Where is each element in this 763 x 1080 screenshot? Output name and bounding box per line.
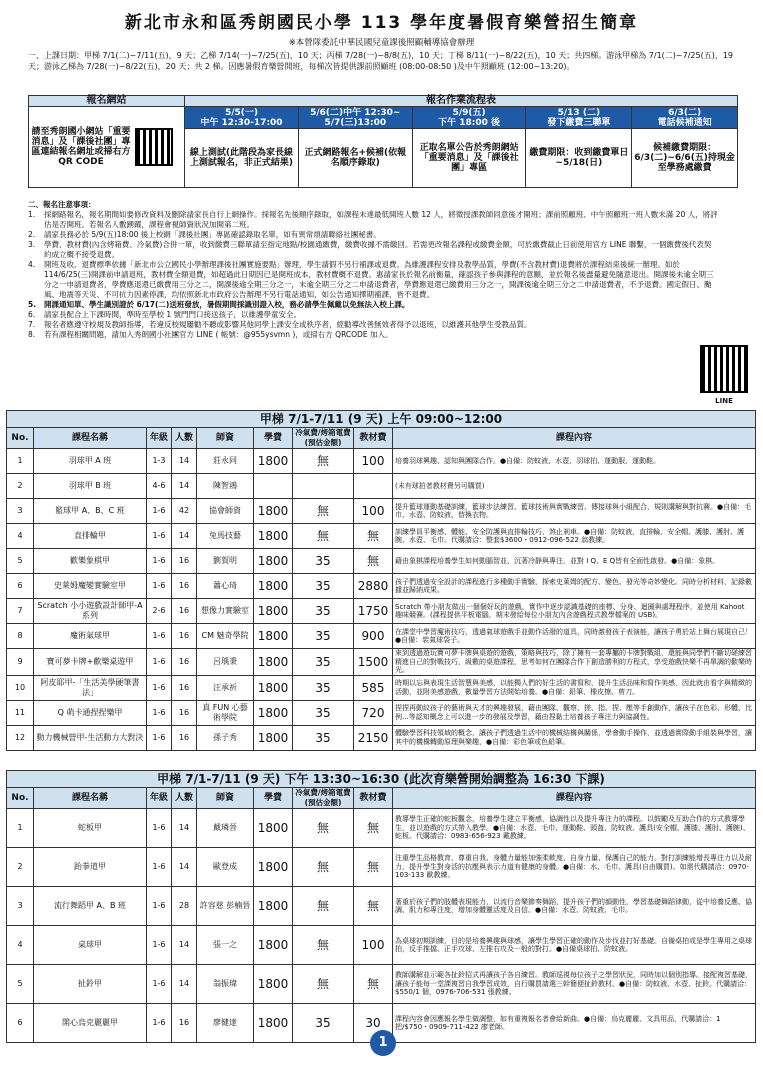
cell-no: 8 [7,624,34,649]
col-material: 教材費 [354,788,393,809]
cell-ac: 35 [293,624,354,649]
col-grade: 年級 [147,788,172,809]
cell-content: 時期以忘與表現生活智慧與美感，以能獨人們的好生活的書寫和，提升生活品味和寫作美感，因此就由看字與精緻的活動，並附美感遊戲，數量學習方法開始培養。●自備：鉛筆、橡皮擦、剪刀。 [393,675,756,700]
cell-no: 1 [7,449,34,474]
col-teacher: 師資 [197,788,254,809]
cell-content: 來到透過遊玩寶可夢卡牌與桌遊的遊戲，策略與技巧，除了擁有一套專屬的卡牌對戰組，還能與同學們不斷切磋練習精進自己的對戰技巧，級數的桌遊課程，思考如何在團隊合作下創造勝利的方程式，享受遊戲快樂不再單調的歡樂時光。 [393,649,756,676]
table-row [7,549,756,574]
cell-grade: 1-6 [147,649,172,676]
cell-name: 開心烏克麗麗甲 [34,1004,147,1043]
cell-grade: 1-6 [147,809,172,848]
cell-name: 跆拳道甲 [34,848,147,887]
cell-no: 9 [7,649,34,676]
cell-teacher: 張一之 [197,926,254,965]
cell-grade: 1-6 [147,887,172,926]
cell-content: 為桌球初期訓練，目的是培養興趣與球感，讓學生學習正確的動作及步伐並打好基礎。自備桌拍或是學生專用之桌球拍，反手推擋、正手攻球、左推右攻及一般的對打。●自備桌球拍、防蚊液。 [393,926,756,965]
table-row [7,725,756,750]
cell-ac: 無 [293,887,354,926]
cell-count: 14 [172,474,197,499]
table-row [7,887,756,926]
step2-date: 5/6(二)中午 12:30~ [310,107,401,118]
cell-ac: 35 [293,675,354,700]
cell-content: 著重於孩子們的肢體表現能力，以流行音樂節奏舞蹈，提升孩子們的韻動性，學習基礎舞蹈律動，從中培養反應、協調、肌力和專注度，增加身體靈活度及自信。●自備：水壺、防蚊液、毛巾。 [393,887,756,926]
note-5: 開課通知單、學生識別證於 6/17(二)送班發放，暑假期間採識別證入校，務必請學生佩戴以免無法入校上課。 [44,300,410,309]
cell-ac: 無 [293,848,354,887]
table-row [7,848,756,887]
cell-material: 無 [354,848,393,887]
line-qr-code-icon[interactable] [700,345,748,393]
cell-tuition: 1800 [254,700,293,725]
note-8: 若有課程相關問題，請加入秀朗國小社團官方 LINE ( 帳號：@955ysvmn )，或掃右方 QRCODE 加入。 [44,330,393,339]
cell-name: 魔術氣球甲 [34,624,147,649]
table-row [7,965,756,1004]
col-content: 課程內容 [393,788,756,809]
cell-tuition: 1800 [254,649,293,676]
cell-teacher: 想像力實驗室 [197,599,254,624]
cell-grade: 1-6 [147,725,172,750]
cell-name: 寶可夢卡牌+歡樂桌遊甲 [34,649,147,676]
cell-ac: 35 [293,649,354,676]
cell-content: 在課堂中學習魔術技巧，透過氣球遊戲手並動作活潑的道具，同時激發孩子表演能，讓孩子勇於站上舞台展現自己！●自備：裝氣球袋子。 [393,624,756,649]
cell-no: 2 [7,848,34,887]
cell-name: 籃球甲 A、B、C 班 [34,499,147,524]
cell-count: 28 [172,887,197,926]
cell-content: 培養羽球興趣、認知與團隊合作。●自備：防蚊液、水壺、羽球拍、運動服、運動鞋。 [393,449,756,474]
col-grade: 年級 [147,428,172,449]
cell-ac [293,474,354,499]
morning-title: 甲梯 7/1-7/11 (9 天) 上午 09:00~12:00 [7,411,756,428]
cell-teacher: 真 FUN 心藝術學院 [197,700,254,725]
table-row [7,574,756,599]
cell-teacher: 協會師資 [197,499,254,524]
cell-no: 5 [7,549,34,574]
cell-material: 585 [354,675,393,700]
cell-teacher: 兔馬技藝 [197,524,254,549]
line-qr-block[interactable] [700,345,748,405]
cell-tuition: 1800 [254,887,293,926]
table-row [7,474,756,499]
cell-count: 16 [172,675,197,700]
cell-material: 2880 [354,574,393,599]
reg-site-text: 請至秀朗國小網站「重要消息」及「課後社團」專區連結報名網址或掃右方 QR CODE [31,127,131,167]
cell-count: 16 [172,649,197,676]
cell-content: 提升籃球運動基礎訓練，籃球步法練習、籃球技術與實戰練習、傳接球與小組配合、規則講解與對抗賽。●自備：毛巾、水壺、防蚊液、替換衣物。 [393,499,756,524]
cell-tuition: 1800 [254,809,293,848]
cell-name: 蛇板甲 [34,809,147,848]
table-row [7,449,756,474]
cell-teacher: 歐登成 [197,848,254,887]
cell-name: Q 萌卡通捏捏樂甲 [34,700,147,725]
step5-date: 6/3(二) [668,107,702,118]
cell-no: 11 [7,700,34,725]
col-no: No. [7,788,34,809]
cell-name: 流行舞蹈甲 A、B 班 [34,887,147,926]
cell-no: 4 [7,926,34,965]
cell-tuition: 1800 [254,549,293,574]
cell-grade: 4-6 [147,474,172,499]
cell-material: 1500 [354,649,393,676]
cell-content: 注重學生品格教育、尊重自我、身體力量能加強柔軟度、自身力量、保護自己的能力。對打訓練能增長專注力以及耐力，提升學生對身活的抗壓與表示力道有健康的身體。●自備：水、毛巾、護具(自由購買)。如需代購請洽：0970-103-133 歐教練。 [393,848,756,887]
cell-teacher: 翁振瑋 [197,965,254,1004]
cell-grade: 1-6 [147,624,172,649]
cell-ac: 35 [293,700,354,725]
cell-count: 16 [172,1004,197,1043]
table-row [7,700,756,725]
cell-count: 14 [172,965,197,1004]
cell-content: (未有球拍者教材費另可購買) [393,474,756,499]
note-6: 請家長配合上下課時間，準時至學校 1 號門門口接送孩子，以維護學童安全。 [44,310,302,319]
cell-material: 無 [354,887,393,926]
cell-name: 阿皮耶甲-「生活美學硬筆書法」 [34,675,147,700]
cell-count: 16 [172,725,197,750]
cell-no: 4 [7,524,34,549]
note-2: 請家長務必於 5/9(五)18:00 後上校網「課後社團」專區確認錄取名單，如有異常煩請聯絡社團秘書。 [44,230,381,239]
cell-count: 14 [172,926,197,965]
page-number: 1 [370,1030,396,1056]
col-teacher: 師資 [197,428,254,449]
table-row [7,675,756,700]
cell-tuition: 1800 [254,599,293,624]
table-row [7,599,756,624]
cell-tuition: 1800 [254,848,293,887]
cell-count: 16 [172,549,197,574]
cell-grade: 1-6 [147,1004,172,1043]
morning-schedule-table [6,410,756,751]
cell-material: 無 [354,549,393,574]
cell-teacher: 劉賀明 [197,549,254,574]
cell-grade: 1-6 [147,574,172,599]
cell-teacher: 呂瑀秉 [197,649,254,676]
cell-ac: 35 [293,549,354,574]
cell-content: 教導學生正確的蛇板觀念，培養學生建立平衡感，協調性以及提升專注力的課程。以鼓勵及互助合作的方式教導學生，並以遊戲的方式帶入教學。●自備：水壺、毛巾、運動鞋、頭盔、防蚊液、護具(安全帽、護膝、護肘、護腕)、蛇板。代購請洽：0983-656-923 戴教練。 [393,809,756,848]
table-row [7,499,756,524]
cell-tuition: 1800 [254,675,293,700]
col-no: No. [7,428,34,449]
cell-grade: 1-3 [147,449,172,474]
cell-name: 直排輪甲 [34,524,147,549]
intro-paragraph: 一、上課日期：甲梯 7/1(二)~7/11(五)，9 天；乙梯 7/14(一)~7/25(五)，10 天；丙梯 7/28(一)~8/8(五)，10 天；丁梯 8/11(一)~8/22(五)，10 天；共四梯。游泳甲梯為 7/1(二)~7/25(五)，19 天；游泳乙梯為 7/28(一)~8/22(五)，20 天；共 2 梯。因應暑假育樂營開班，每梯次皆提供課前照顧班 (08:00-08:50 )及中午照顧班 (12:00~13:20)。 [28,51,734,71]
cell-grade: 1-6 [147,499,172,524]
col-tuition: 學費 [254,428,293,449]
cell-name: 桌球甲 [34,926,147,965]
cell-name: 史萊姆魔變實驗室甲 [34,574,147,599]
step1-desc: 線上測試(此階段為家長線上測試報名，非正式結果) [185,129,299,188]
cell-material: 1750 [354,599,393,624]
cell-teacher: 莊永同 [197,449,254,474]
cell-tuition: 1800 [254,965,293,1004]
step2-desc: 正式網路報名+候補(依報名順序錄取) [298,129,412,188]
step3-time: 下午 18:00 後 [438,117,501,128]
cell-teacher: 陳智鴻 [197,474,254,499]
step4-date: 5/13 (二) [557,107,601,118]
cell-no: 6 [7,574,34,599]
cell-count: 16 [172,574,197,599]
cell-no: 2 [7,474,34,499]
cell-no: 10 [7,675,34,700]
col-count: 人數 [172,428,197,449]
afternoon-schedule-table [6,770,756,1043]
cell-content: 體驗學習科技領域的概念，讓孩子們透過生活中的機械結構與關係，學會動手操作，並透過實際動手組裝與學習，讓其中的機構轉動原理與樂趣，●自備：彩色筆或色鉛筆。 [393,725,756,750]
cell-content: 教師講解並示範各扯鈴招式再讓孩子各自練習。教師巡視每位孩子之學習狀況，同時加以個別指導。接配複習基礎，讓孩子能每一堂課複習自我學習成效，自行購買請選三幹簡便扯鈴教材。●自備：防蚊液、水壺、扯鈴。代購請洽：$550/1 個，0976-706-531 張教練。 [393,965,756,1004]
cell-tuition: 1800 [254,499,293,524]
page-title: 新北市永和區秀朗國民小學 113 學年度暑假育樂營招生簡章 [124,13,639,33]
cell-material: 無 [354,524,393,549]
note-7: 報名者應遵守校規及教師指導，若違反校規屢勸不聽或影響其他同學上課安全或秩序者，經勸導改善無效者得予以退班，以維護其他學生受教品質。 [44,320,532,329]
cell-ac: 無 [293,809,354,848]
cell-tuition: 1800 [254,725,293,750]
cell-no: 3 [7,887,34,926]
cell-ac: 無 [293,499,354,524]
note-1: 採網路報名，報名期間如要修改資料及刪除請家長自行上網操作。採報名先後順序錄取，如課程未達最低開班人數 12 人，將徵授課教師同意後才開班；課前照顧班、中午照顧班一班人數未滿 20 人，將評估是否開班。若報名人數踴躍，課程會視師資狀況加開第二班。 [44,210,718,229]
cell-grade: 1-6 [147,675,172,700]
step2-time: 5/7(三)13:00 [324,117,387,128]
cell-ac: 無 [293,524,354,549]
cell-name: 歡樂象棋甲 [34,549,147,574]
cell-content: 訓練學員平衡感、體能、安全防護與直排輪技巧、煞止剎車。●自備：防蚊液，直排輪、安全帽、護膝、護肘、護腕、水壺、毛巾。代購請洽：整套$3600・0912-096-522 翁教練。 [393,524,756,549]
cell-name: Scratch 小小遊戲設計師甲-A 系列 [34,599,147,624]
cell-tuition: 1800 [254,449,293,474]
cell-no: 5 [7,965,34,1004]
step5-desc: 候補繳費期限：6/3(二)~6/6(五)持現金至學務處繳費 [632,129,738,188]
cell-material: 100 [354,499,393,524]
table-row [7,809,756,848]
cell-teacher: 蕭心琦 [197,574,254,599]
page-subtitle: ※本營隊委託中華民國兒童課後照顧輔導協會辦理 [288,38,475,48]
cell-grade: 2-6 [147,599,172,624]
cell-ac: 35 [293,1004,354,1043]
cell-content: 藉由象棋課程培養學生如何動腦智並、沉著冷靜與專注，並對 I Q、E Q皆有全面性啟發。●自備：象棋。 [393,549,756,574]
cell-material [354,474,393,499]
cell-count: 16 [172,624,197,649]
cell-material: 900 [354,624,393,649]
cell-grade: 1-6 [147,965,172,1004]
cell-ac: 35 [293,725,354,750]
cell-no: 3 [7,499,34,524]
cell-ac: 無 [293,449,354,474]
table-row [7,624,756,649]
afternoon-title: 甲梯 7/1-7/11 (9 天) 下午 13:30~16:30 (此次育樂營開始調整為 16:30 下課) [7,771,756,788]
cell-no: 7 [7,599,34,624]
cell-count: 14 [172,524,197,549]
cell-material: 無 [354,809,393,848]
cell-ac: 無 [293,965,354,1004]
notes-section: 二、報名注意事項： 1. 採網路報名，報名期間如要修改資料及刪除請家長自行上網操作。採報名先後順序錄取，如課程未達最低開班人數 12 人，將徵授課教師同意後才開班；課前照顧班、中午照顧班一班人數未滿 20 人，將評估是否開班。若報名人數踴躍，課程會視師資狀況加開第二班。 2. 請家長務必於 5/9(五)18:00 後上校網「課後社團」專區確認錄取名單，如有異常煩請聯絡社團秘書。 3. 學費、教材費(內含烤箱費、冷氣費)合併一單，收到繳費三聯單請至指定地點/校園通繳費，繳費收據不需繳回。若需更改報名課程或繳費金額，可於繳費截止日前使用官方 LINE 聯繫，一個繳費後代表契約成立概不接受退費。 4. 開班及收、退費標準依據「新北市公立國民小學辦理課後社團實施要點」辦理，學生請假不另行補課或退費。為維護課程安排及教學品質，學費(不含教材費)退費將於課程結束後統一辦理。如於 114/6/25(三)開課前申請退班，教材費全額退費，如超過此日期因已是開班成本，教材費概不退費。惠請家長於報名前衡量，確認孩子參與課程的意願，並於報名後盡量避免隨意退出。開課後未逾全期三分之一申請退費者，學費應退還已繳費用三分之二，開課後逾全期三分之一，未逾全期三分之二申請退費者，學費應退還已繳費用三分之一，開課後逾全期三分之二申請退費者，不予退費。國定假日、颱風、地震等天災、不可抗力因素停課，均依照新北市政府公告辦理不另行電話通知，如公告通知擇期補課，皆不退費。 5. 開課通知單、學生識別證於 6/17(二)送班發放，暑假期間採識別證入校，務必請學生佩戴以免無法入校上課。 6. 請家長配合上下課時間，準時至學校 1 號門門口接送孩子，以維護學童安全。 7. 報名者應遵守校規及教師指導，若違反校規屢勸不聽或影響其他同學上課安全或秩序者，經勸導改善無效者得予以退班，以維護其他學生受教品質。 8. 若有課程相關問題，請加入秀朗國小社團官方 LINE ( 帳號：@955ysvmn )，或掃右方 QRCODE 加入。 [28,200,718,339]
col-name: 課程名稱 [34,788,147,809]
cell-count: 14 [172,848,197,887]
col-material: 教材費 [354,428,393,449]
registration-table [28,95,738,188]
col-ac: 冷氣費/烤箱電費(預估金額) [293,428,354,449]
cell-name: 動力機械營甲-生活動力大對決 [34,725,147,750]
step3-date: 5/9(五) [452,107,486,118]
cell-grade: 1-6 [147,524,172,549]
cell-ac: 無 [293,926,354,965]
cell-content: 孩子們透過安全設計的課程進行多種動手實驗，探索史萊姆的配方、變色、發光等奇妙變化。同時分析材料，記錄數據並歸納成果。 [393,574,756,599]
cell-teacher: 汪承祈 [197,675,254,700]
cell-grade: 1-6 [147,549,172,574]
cell-teacher: 許容慈 彭楠晉 [197,887,254,926]
col-tuition: 學費 [254,788,293,809]
cell-tuition: 1800 [254,524,293,549]
cell-content: 捏捏再動紋孩子的藝術與天才的興趣發展，藉由團隊、觀察、搓、指、捏、壓等手創動作，讓孩子在色彩、形體、比例...等認知概念上可以進一步的發展及學習，藉由捏黏土培養孩子專注力與協調性。 [393,700,756,725]
cell-tuition: 1800 [254,1004,293,1043]
step3-desc: 正取名單公告於秀朗網站「重要消息」及「課後社團」專區 [412,129,526,188]
line-qr-label: LINE [715,397,733,405]
cell-count: 16 [172,700,197,725]
reg-site-header: 報名網站 [29,96,185,107]
reg-flow-header: 報名作業流程表 [185,96,738,107]
cell-material: 720 [354,700,393,725]
cell-name: 扯鈴甲 [34,965,147,1004]
cell-content: Scratch 帶小朋友做出一個個好玩的遊戲，實作中逐步認識基礎的座標、分身、迴圈與處理程序，並使用 Kahoot 趣味競賽。(課程提供平板電腦，期末發給每位小朋友內含遊戲程式教學檔案的 USB)。 [393,599,756,624]
col-content: 課程內容 [393,428,756,449]
notes-header: 二、報名注意事項： [28,200,96,209]
step1-time: 中午 12:30-17:00 [200,117,283,128]
cell-content: 課程內容會因應報名學生做調整，如有重複報名者會給新曲。●自備：烏克麗麗、文具用品，代購請洽：1 把/$750・0909-711-422 廖老師。 [393,1004,756,1043]
cell-material: 無 [354,965,393,1004]
cell-name: 羽球甲 B 班 [34,474,147,499]
cell-material: 100 [354,926,393,965]
cell-material: 30 [354,1004,393,1043]
col-ac: 冷氣費/烤箱電費(預估金額) [293,788,354,809]
step4-time: 發下繳費三聯單 [547,117,611,128]
cell-teacher: 戴璘晉 [197,809,254,848]
cell-material: 2150 [354,725,393,750]
cell-count: 14 [172,809,197,848]
cell-name: 羽球甲 A 班 [34,449,147,474]
cell-tuition [254,474,293,499]
cell-tuition: 1800 [254,574,293,599]
registration-qr-code-icon[interactable] [135,128,173,166]
cell-grade: 1-6 [147,848,172,887]
note-3: 學費、教材費(內含烤箱費、冷氣費)合併一單，收到繳費三聯單請至指定地點/校園通繳費，繳費收據不需繳回。若需更改報名課程或繳費金額，可於繳費截止日前使用官方 LINE 聯繫，一個繳費後代表契約成立概不接受退費。 [44,240,712,259]
cell-no: 6 [7,1004,34,1043]
cell-ac: 35 [293,574,354,599]
cell-teacher: 廖健達 [197,1004,254,1043]
cell-teacher: CM 魅奇學院 [197,624,254,649]
cell-ac: 35 [293,599,354,624]
step1-date: 5/5(一) [224,107,259,118]
cell-no: 12 [7,725,34,750]
table-row [7,926,756,965]
step5-time: 電話候補通知 [657,117,712,128]
table-row [7,649,756,676]
col-count: 人數 [172,788,197,809]
cell-grade: 1-6 [147,700,172,725]
cell-count: 16 [172,599,197,624]
col-name: 課程名稱 [34,428,147,449]
cell-grade: 1-6 [147,926,172,965]
cell-no: 1 [7,809,34,848]
note-4: 開班及收、退費標準依據「新北市公立國民小學辦理課後社團實施要點」辦理，學生請假不另行補課或退費。為維護課程安排及教學品質，學費(不含教材費)退費將於課程結束後統一辦理。如於 114/6/25(三)開課前申請退班，教材費全額退費，如超過此日期因已是開班成本，教材費概不退費。惠請家長於報名前衡量，確認孩子參與課程的意願，並於報名後盡量避免隨意退出。開課後未逾全期三分之一申請退費者，學費應退還已繳費用三分之二，開課後逾全期三分之一，未逾全期三分之二申請退費者，學費應退還已繳費用三分之一，開課後逾全期三分之二申請退費者，不予退費。國定假日、颱風、地震等天災、不可抗力因素停課，均依照新北市政府公告辦理不另行電話通知，如公告通知擇期補課，皆不退費。 [44,260,714,299]
cell-tuition: 1800 [254,926,293,965]
cell-count: 42 [172,499,197,524]
cell-teacher: 孫子秀 [197,725,254,750]
step4-desc: 繳費期限：收到繳費單日~5/18(日) [526,129,632,188]
cell-tuition: 1800 [254,624,293,649]
table-row [7,524,756,549]
cell-material: 100 [354,449,393,474]
cell-count: 14 [172,449,197,474]
